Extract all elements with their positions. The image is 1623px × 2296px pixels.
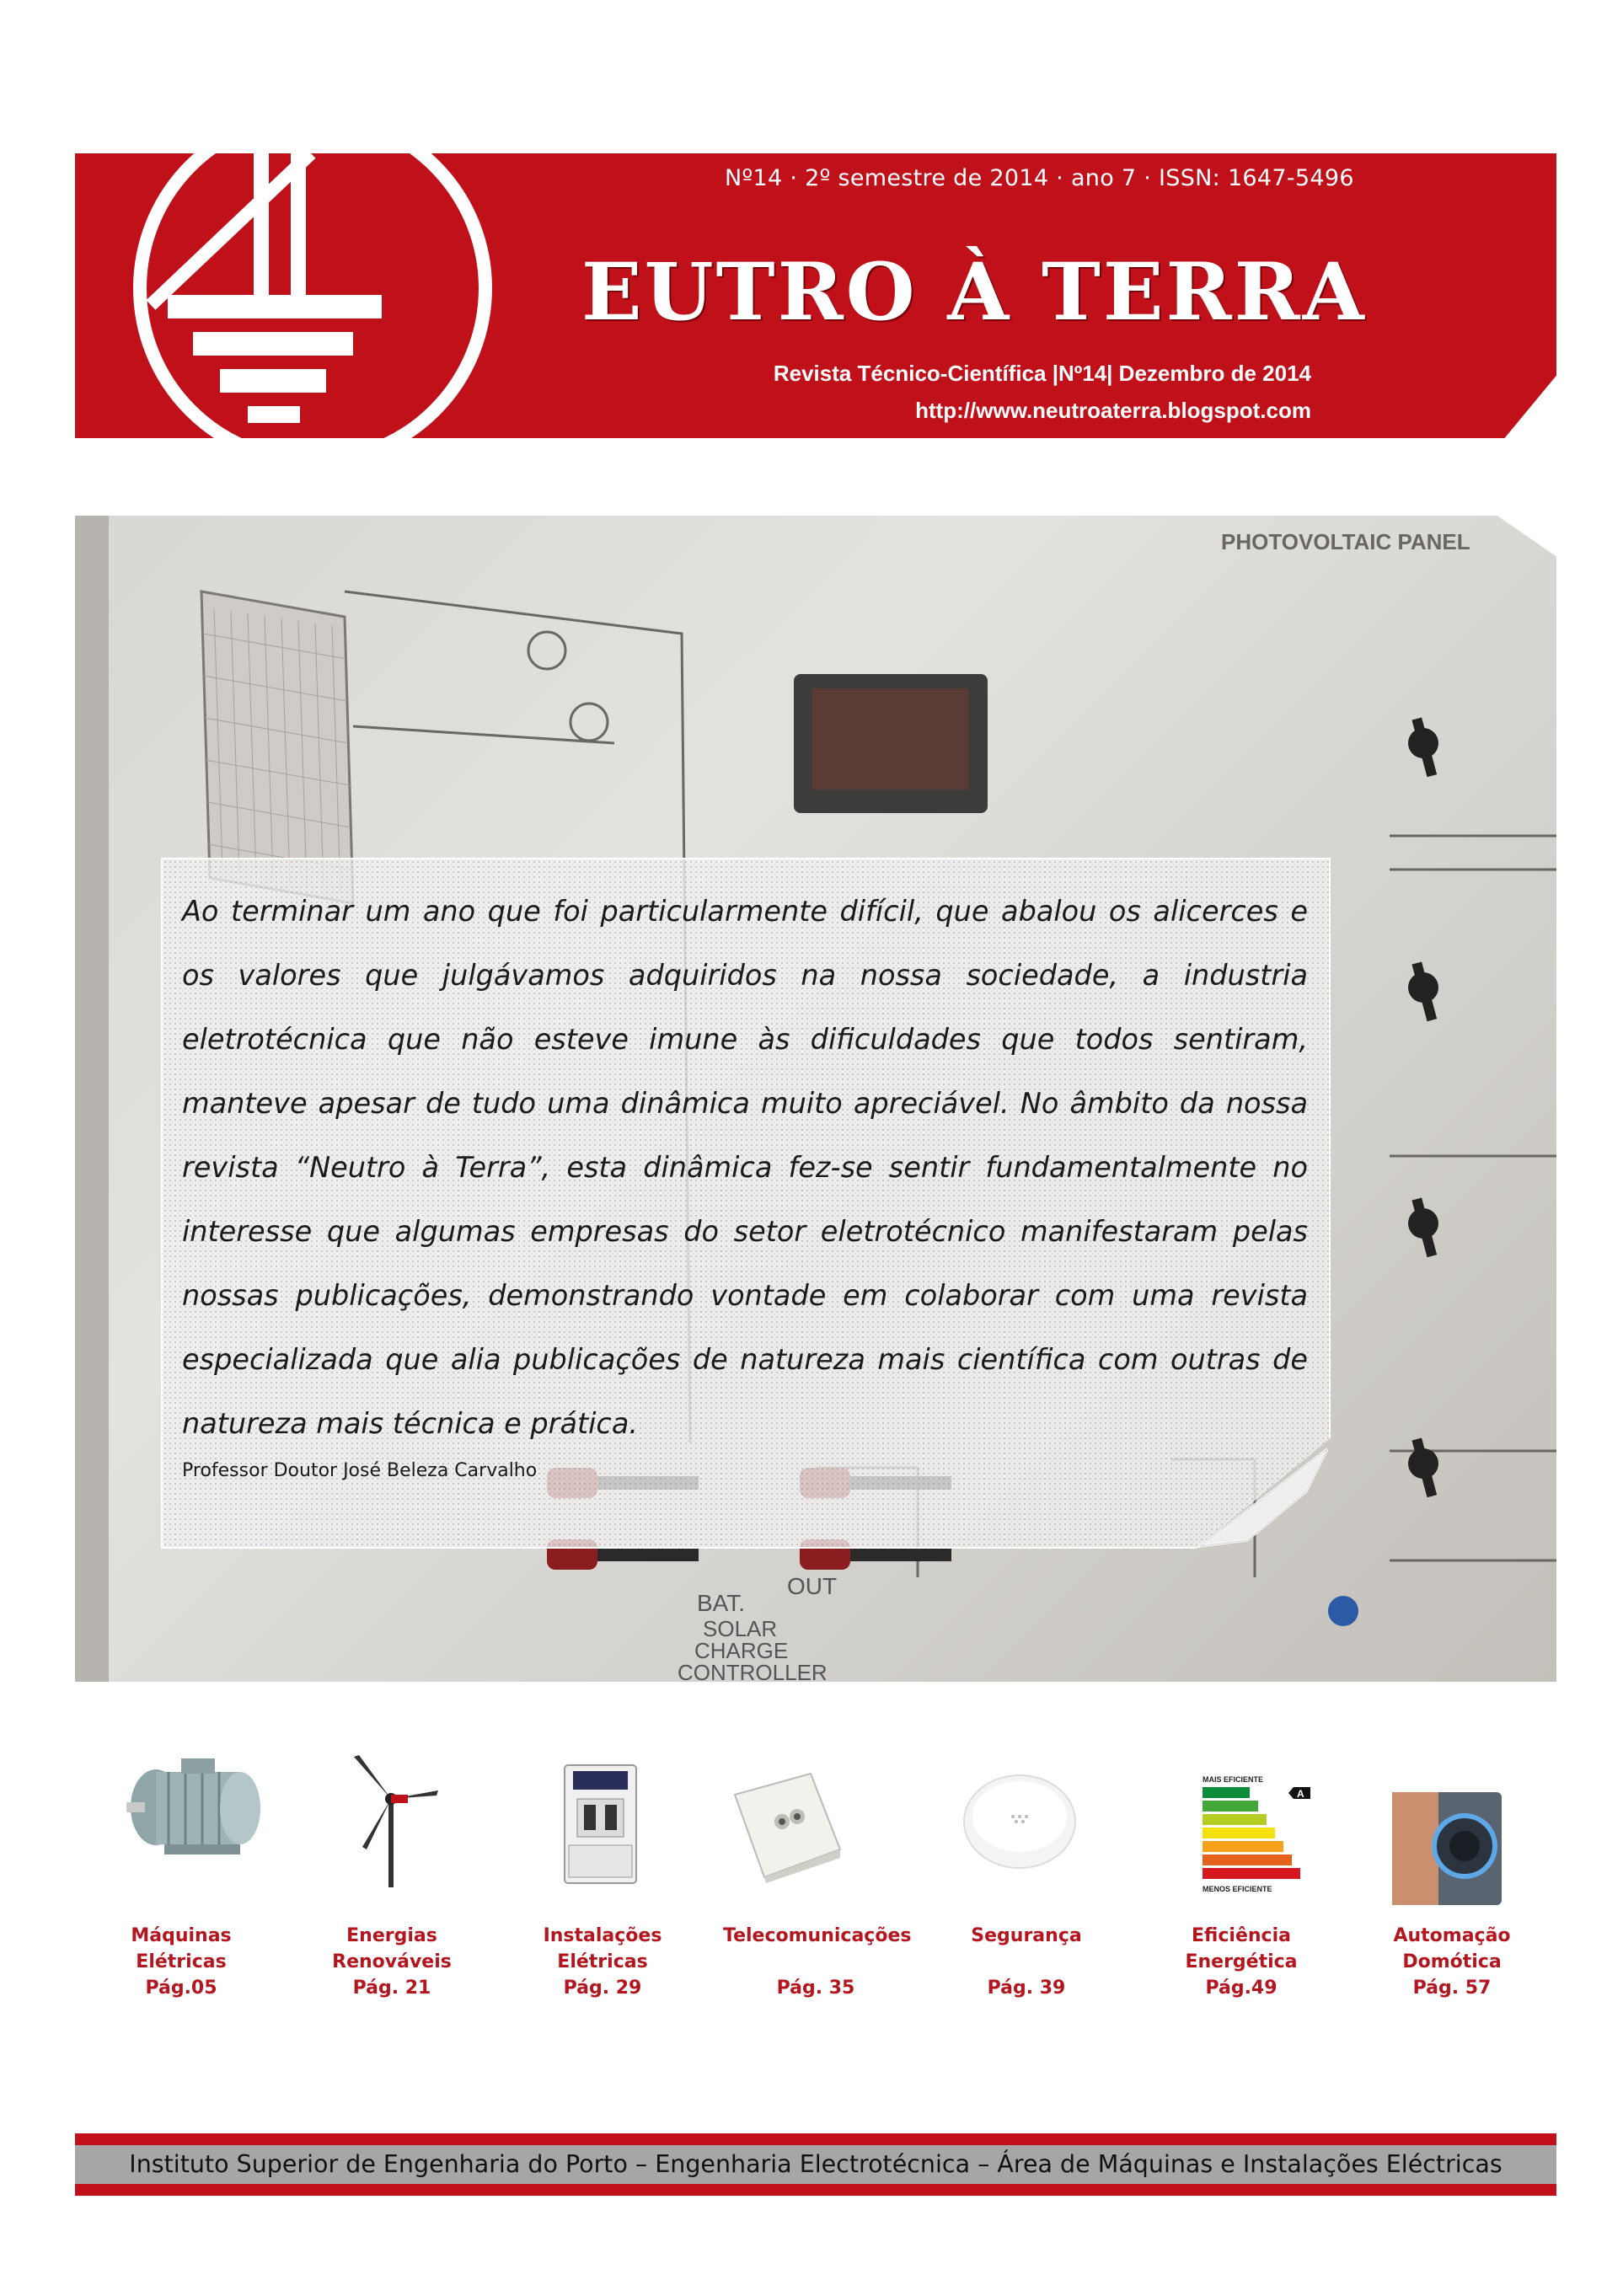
footer-top-stripe — [75, 2133, 1556, 2145]
magazine-url[interactable]: http://www.neutroaterra.blogspot.com — [915, 398, 1311, 423]
section-telecomunicacoes[interactable] — [723, 1923, 912, 2001]
section-eficiencia-energetica[interactable] — [1149, 1923, 1334, 2001]
section-page: Pág. 57 — [1412, 1978, 1492, 1999]
section-label-line1: Energias — [346, 1925, 437, 1946]
section-maquinas-eletricas[interactable] — [88, 1923, 274, 2001]
section-label-line1: Automação — [1393, 1925, 1511, 1946]
section-label-line1: Instalações — [543, 1925, 662, 1946]
section-seguranca[interactable] — [934, 1923, 1119, 2001]
section-energias-renovaveis[interactable] — [299, 1923, 485, 2001]
section-page: Pág. 39 — [987, 1978, 1066, 1999]
energy-label-top: MAIS EFICIENTE — [1203, 1775, 1264, 1784]
circuit-breaker-icon[interactable] — [560, 1761, 640, 1887]
wind-turbine-icon[interactable] — [337, 1753, 447, 1887]
home-automation-icon[interactable] — [1390, 1790, 1504, 1908]
section-label-line1: Segurança — [971, 1925, 1082, 1946]
section-label-line2: Renováveis — [332, 1951, 452, 1972]
quote-author: Professor Doutor José Beleza Carvalho — [182, 1460, 538, 1481]
panel-title: PHOTOVOLTAIC PANEL — [1221, 529, 1470, 554]
section-label-line2 — [723, 1949, 908, 1975]
energy-label-icon[interactable] — [1201, 1774, 1315, 1896]
section-label-line1: Máquinas — [131, 1925, 232, 1946]
section-page: Pág.49 — [1205, 1978, 1278, 1999]
solar-label: SOLAR — [703, 1616, 778, 1641]
section-label-line2: Domótica — [1402, 1951, 1502, 1972]
section-label-line2: Energética — [1185, 1951, 1298, 1972]
footer-institution: Instituto Superior de Engenharia do Porto – Engenharia Electrotécnica – Área de Máquinas e Instalações Eléctricas — [75, 2145, 1556, 2184]
smoke-detector-icon[interactable] — [961, 1769, 1079, 1871]
earth-ground-logo-icon — [75, 153, 665, 438]
section-label-line2: Elétricas — [557, 1951, 648, 1972]
charge-label: CHARGE — [694, 1638, 789, 1663]
magazine-title: EUTRO À TERRA — [581, 246, 1367, 339]
section-page: Pág. 35 — [776, 1978, 855, 1999]
controller-label: CONTROLLER — [678, 1660, 828, 1682]
section-label-line2 — [934, 1949, 1119, 1975]
editorial-quote-text: Ao terminar um ano que foi particularmente difícil, que abalou os alicerces e os valores que julgávamos adquiridos na nossa sociedade, a industria eletrotécnica que não esteve imune às dificuldades que todos sentiram, manteve apesar de tudo uma dinâmica muito apreciável. No âmbito da nossa revista “Neutro à Terra”, esta dinâmica fez-se sentir fundamentalmente no interesse que algumas empresas do setor eletrotécnico manifestaram pelas nossas publicações, demonstrando vontade em colaborar com uma revista especializada que alia publicações de natureza mais científica com outras de natureza mais técnica e prática. — [182, 895, 1308, 1440]
solar-panel-drawing — [201, 591, 353, 903]
section-label-line2: Elétricas — [136, 1951, 227, 1972]
section-label-line1: Telecomunicações — [723, 1925, 912, 1946]
energy-grade: A — [1297, 1788, 1304, 1800]
magazine-subtitle: Revista Técnico-Científica |Nº14| Dezembro de 2014 — [773, 361, 1311, 386]
electric-motor-icon[interactable] — [122, 1757, 274, 1862]
section-instalacoes-eletricas[interactable] — [510, 1923, 695, 2001]
section-page: Pág.05 — [145, 1978, 217, 1999]
bat-label: BAT. — [697, 1590, 746, 1616]
out-label: OUT — [787, 1573, 838, 1599]
issue-line: Nº14 · 2º semestre de 2014 · ano 7 · ISSN: 1647-5496 — [725, 165, 1354, 191]
section-page: Pág. 21 — [352, 1978, 431, 1999]
section-page: Pág. 29 — [563, 1978, 642, 1999]
wall-socket-icon[interactable] — [726, 1769, 844, 1883]
section-automacao-domotica[interactable] — [1359, 1923, 1545, 2001]
section-label-line1: Eficiência — [1192, 1925, 1291, 1946]
energy-label-bottom: MENOS EFICIENTE — [1203, 1885, 1272, 1893]
footer-bottom-stripe — [75, 2184, 1556, 2196]
